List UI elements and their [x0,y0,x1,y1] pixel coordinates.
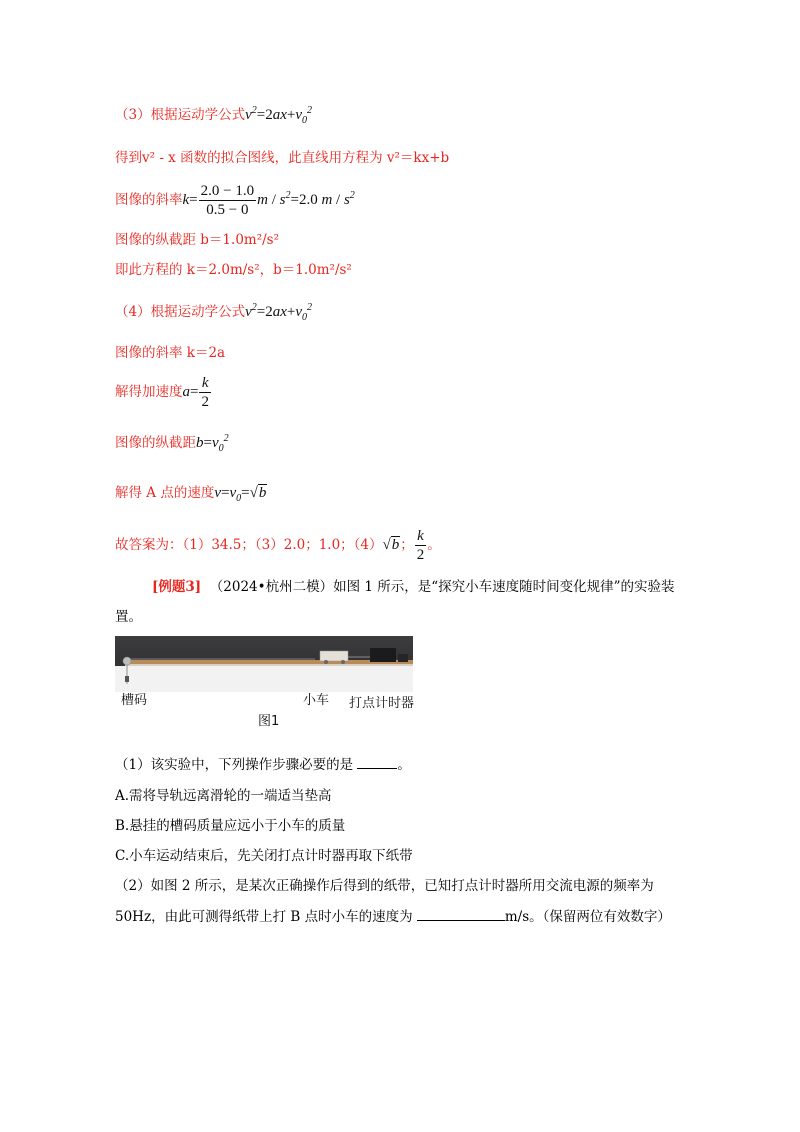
q1-option-b[interactable]: B.悬挂的槽码质量应远小于小车的质量 [115,818,346,834]
track-rail [125,660,413,664]
example-line1: （2024•杭州二模）如图 1 所示，是“探究小车速度随时间变化规律”的实验装 [209,579,675,595]
kinematic-formula: $v^2=2ax+v_0^2$ [245,105,313,126]
slope-formula: k= $\frac{2.0 - 1.0}{0.5 - 0}$ $m / s^2=2.0$ m / $s^2$ [182,183,355,219]
q1-option-c[interactable]: C.小车运动结束后，先关闭打点计时器再取下纸带 [115,848,413,864]
q1-stem: （1）该实验中，下列操作步骤必要的是 。 [115,757,411,773]
s3-equation-line: 即此方程的 k＝2.0m/s²，b＝1.0m²/s² [115,262,352,278]
q2-answer-blank[interactable] [417,908,505,921]
answer-end: 。 [427,537,441,553]
slope-result: 2.0 [298,192,318,208]
example-header [152,576,675,598]
s4-accel-line [115,372,212,412]
s3-formula-line [115,104,312,126]
example-line2: 置。 [115,609,142,625]
hook-weight [125,676,129,682]
answer-sep: ； [400,537,414,553]
slope-denominator: 0.5 − 0 [206,202,249,219]
s3-slope-line [115,180,355,220]
experiment-photo [115,636,413,692]
s3-slope-label: 图像的斜率 [115,192,183,208]
speed-formula: $v=v_0=√b$ [214,485,267,504]
q2-line1: （2）如图 2 所示，是某次正确操作后得到的纸带，已知打点计时器所用交流电源的频率为 [115,878,654,894]
cart [320,651,348,661]
accel-formula: a= $\frac{k}{2}$ [182,375,209,411]
q1-option-a[interactable]: A.需将导轨远离滑轮的一端适当垫高 [115,788,332,804]
q1-answer-blank[interactable] [357,756,397,769]
slope-numerator: 2.0 − 1.0 [200,183,255,200]
s4-speed-label: 解得 A 点的速度 [115,485,215,501]
label-timer: 打点计时器 [349,696,415,711]
label-hook: 槽码 [121,693,148,708]
s4-slope-line: 图像的斜率 k＝2a [115,345,226,361]
pulley [123,657,131,665]
kinematic-formula-2: $v^2=2ax+v_0^2$ [245,302,313,323]
s4-accel-label: 解得加速度 [115,384,183,400]
s4-intercept-label: 图像的纵截距 [115,435,196,451]
timer [370,648,396,662]
figure-caption: 图1 [258,714,280,729]
q2-line2: 50Hz，由此可测得纸带上打 B 点时小车的速度为 m/s。（保留两位有效数字） [115,909,671,925]
s4-formula-line [115,301,312,323]
answer-sqrt-b: √b [382,537,400,553]
intercept-formula: $b=v_0^2$ [196,433,229,454]
s3-intercept-line: 图像的纵截距 b＝1.0m²/s² [115,232,280,248]
answer-frac-k-2: $\frac{k}{2}$ [416,528,425,563]
s3-fit-line: 得到v² - x 函数的拟合图线，此直线用方程为 v²＝kx+b [115,150,450,166]
s4-intercept-line [115,432,229,454]
s3-label: （3）根据运动学公式 [115,107,246,123]
example-tag: [例题3] [152,579,202,595]
answer-line [115,525,441,565]
s4-speed-line [115,482,267,504]
answer-prefix: 故答案为：（1）34.5；（3）2.0；1.0；（4） [115,537,383,553]
s4-label: （4）根据运动学公式 [115,304,246,320]
label-car: 小车 [303,693,330,708]
